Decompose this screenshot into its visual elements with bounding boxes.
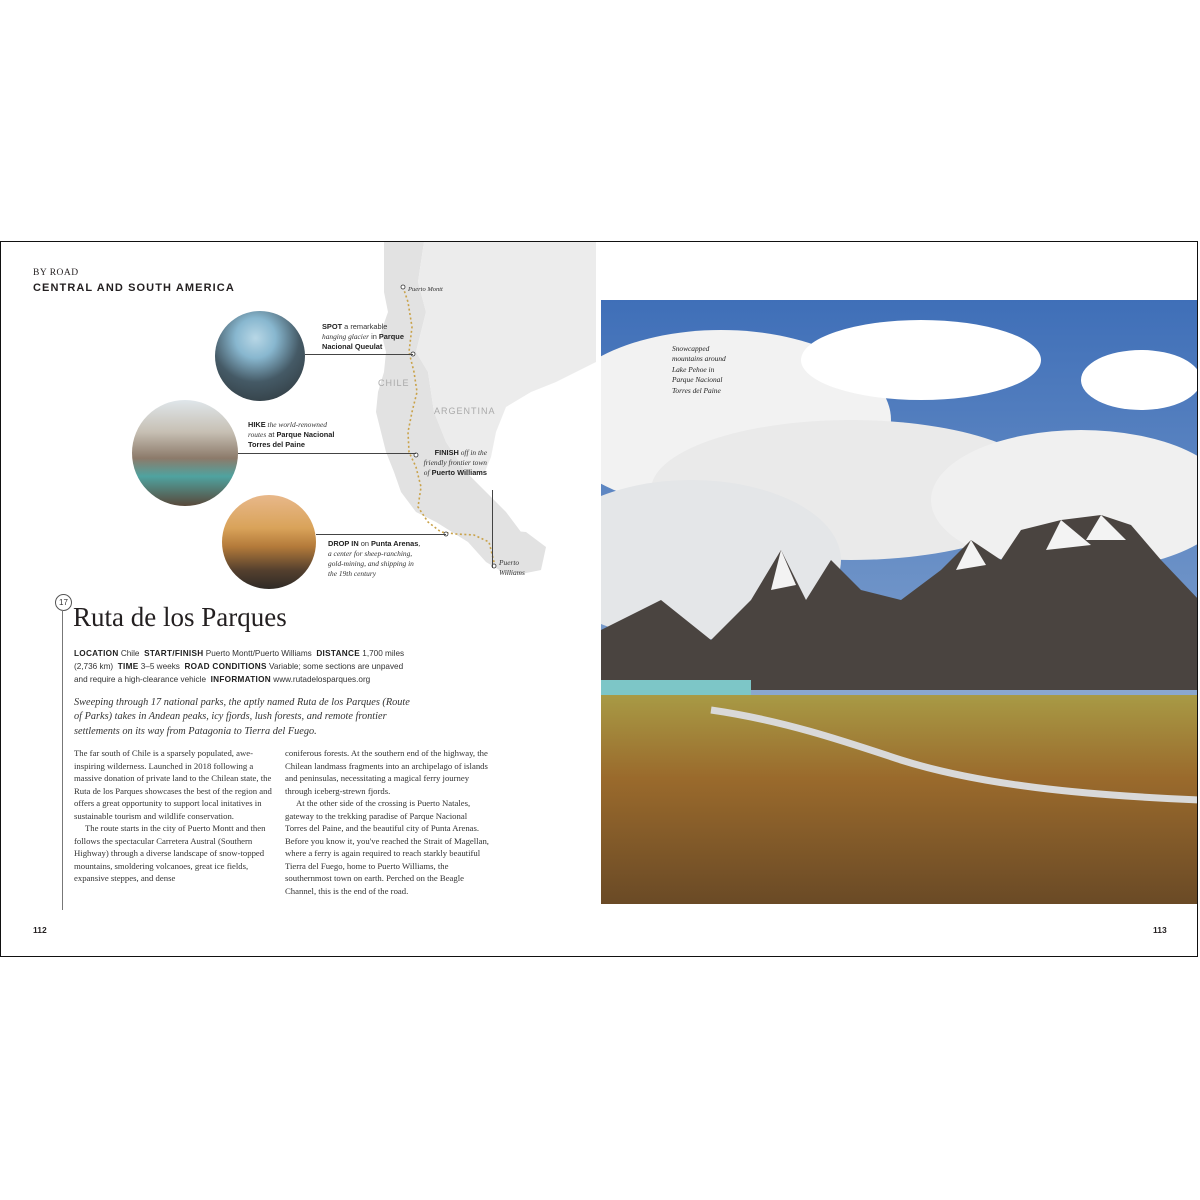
title-rule	[62, 610, 63, 910]
region-heading: CENTRAL AND SOUTH AMERICA	[33, 282, 235, 294]
body-paragraph: coniferous forests. At the southern end of the highway, the Chilean landmass fragments into an archipelago of islands and peninsulas, necessitating a magical ferry journey through iceberg-strewn fjords.	[285, 748, 488, 796]
map-label-puerto-williams: Puerto Williams	[499, 558, 525, 577]
map-label-argentina: ARGENTINA	[434, 406, 496, 416]
body-paragraph: The route starts in the city of Puerto Montt and then follows the spectacular Carretera Austral (Southern Highway) through a diverse landscape of snow-topped mountains, smoldering volcanoes, great ice fields, expansive steppes, and dense	[74, 823, 266, 883]
body-column-2	[285, 747, 490, 897]
callout-drop: DROP IN on Punta Arenas, a center for sheep-ranching, gold-mining, and shipping in the 19th century	[328, 539, 421, 578]
route-number-badge: 17	[55, 594, 72, 611]
body-paragraph: The far south of Chile is a sparsely populated, awe-inspiring wilderness. Launched in 2018 following a massive donation of private land to the Chilean state, the Ruta de los Parques showcases the best of the region and offers a great opportunity to support local initatives in sustainable tourism and wildlife conservation.	[74, 748, 272, 821]
page-number-right: 113	[1153, 925, 1167, 935]
body-paragraph: At the other side of the crossing is Puerto Natales, gateway to the trekking paradise of Parque Nacional Torres del Paine, and the beautiful city of Punta Arenas. Before you know it, you've reached the Strait of Magellan, where a ferry is again required to reach starkly beautiful Tierra del Fuego, home to Puerto Williams, the southernmost town on earth. Perched on the Beagle Channel, this is the end of the road.	[285, 798, 489, 896]
callout-spot: SPOT a remarkable hanging glacier in Parque Nacional Queulat	[322, 322, 404, 351]
stop-puerto-montt	[401, 285, 405, 289]
photo-caption: Snowcapped mountains around Lake Pehoe in Parque Nacional Torres del Paine	[672, 344, 726, 395]
route-facts: LOCATION Chile START/FINISH Puerto Montt/Puerto Williams DISTANCE 1,700 miles (2,736 km) TIME 3–5 weeks ROAD CONDITIONS Variable; some sections are unpaved and require a high-clearance vehicle INFORMATION www.rutadelosparques.org	[74, 649, 405, 684]
body-column-1	[74, 747, 279, 885]
callout-finish: FINISH off in the friendly frontier town of Puerto Williams	[423, 448, 487, 477]
photo-glacier	[215, 311, 305, 401]
leader-drop	[316, 534, 446, 535]
leader-finish	[492, 490, 493, 568]
photo-torres-hiker	[132, 400, 238, 506]
map-label-puerto-montt: Puerto Montt	[408, 286, 443, 293]
intro-paragraph: Sweeping through 17 national parks, the aptly named Ruta de los Parques (Route of Parks) takes in Andean peaks, icy fjords, lush forests, and remote frontier settlements on its way from Patagonia to Tierra del Fuego.	[74, 697, 410, 737]
photo-punta-arenas	[222, 495, 316, 589]
section-label: BY ROAD	[33, 268, 79, 278]
map-label-chile: CHILE	[378, 378, 410, 388]
leader-hike	[238, 453, 416, 454]
book-spread	[0, 241, 1198, 957]
callout-hike: HIKE the world-renowned routes at Parque Nacional Torres del Paine	[248, 420, 335, 449]
page-title: Ruta de los Parques	[73, 602, 287, 632]
leader-spot	[305, 354, 413, 355]
page-number-left: 112	[33, 925, 47, 935]
